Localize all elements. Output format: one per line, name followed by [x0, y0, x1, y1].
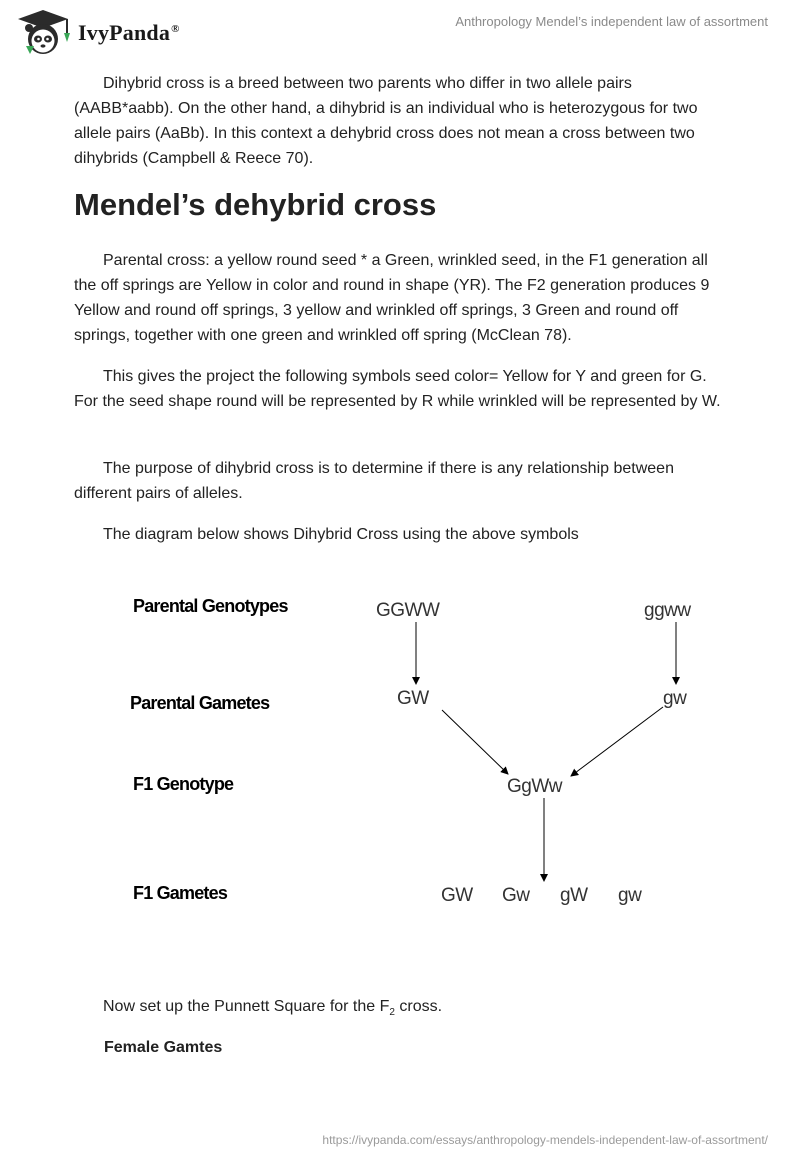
f1-gamete-2: Gw [502, 885, 530, 906]
section-heading: Mendel’s dehybrid cross [74, 187, 437, 222]
paragraph-diagram-intro: The diagram below shows Dihybrid Cross using the above symbols [103, 526, 579, 543]
genotype-parent1: GGWW [376, 600, 440, 621]
arrow-gamete2-to-f1 [571, 707, 663, 776]
panda-graduate-icon [14, 8, 72, 58]
document-title: Anthropology Mendel’s independent law of assortment [455, 14, 768, 29]
gamete-parent2: gw [663, 688, 687, 709]
genotype-parent2: ggww [644, 600, 691, 621]
dihybrid-cross-diagram [120, 584, 720, 924]
brand-name: IvyPanda® [78, 20, 180, 45]
paragraph-dihybrid-definition: Dihybrid cross is a breed between two parents who differ in two allele pairs (AABB*aabb). On the other hand, a dihybrid is an individual who is heterozygous for two allele pairs (AaBb). In this context a dehybrid cross does not mean a cross between two dihybrids (Campbell & Reece 70). [74, 75, 698, 167]
arrow-gamete1-to-f1 [442, 710, 508, 774]
genotype-f1: GgWw [507, 776, 562, 797]
source-url[interactable]: https://ivypanda.com/essays/anthropology-mendels-independent-law-of-assortment/ [322, 1133, 768, 1147]
paragraph-purpose: The purpose of dihybrid cross is to determine if there is any relationship between different pairs of alleles. [74, 460, 674, 502]
f1-gamete-1: GW [441, 885, 473, 906]
gamete-parent1: GW [397, 688, 429, 709]
ivypanda-logo[interactable] [14, 8, 214, 58]
label-f1-gametes: F1 Gametes [133, 883, 228, 903]
paragraph-punnett-setup: Now set up the Punnett Square for the $F_2$ cross. [103, 998, 443, 1019]
label-parental-gametes: Parental Gametes [130, 693, 270, 713]
female-gametes-label: Female Gamtes [104, 1039, 223, 1056]
label-f1-genotype: F1 Genotype [133, 774, 234, 794]
f1-gamete-3: gW [560, 885, 588, 906]
label-parental-genotypes: Parental Genotypes [133, 596, 288, 616]
paragraph-parental-cross: Parental cross: a yellow round seed * a Green, wrinkled seed, in the F1 generation all the off springs are Yellow in color and round in shape (YR). The F2 generation produces 9 Yellow and round off springs, 3 yellow and wrinkled off springs, 3 Green and round off springs, together with one green and wrinkled off spring (McClean 78). [74, 252, 710, 344]
f1-gamete-4: gw [618, 885, 642, 906]
paragraph-symbols: This gives the project the following symbols seed color= Yellow for Y and green for G. For the seed shape round will be represented by R while wrinkled will be represented by W. [74, 368, 721, 410]
diagram-canvas [120, 584, 720, 924]
